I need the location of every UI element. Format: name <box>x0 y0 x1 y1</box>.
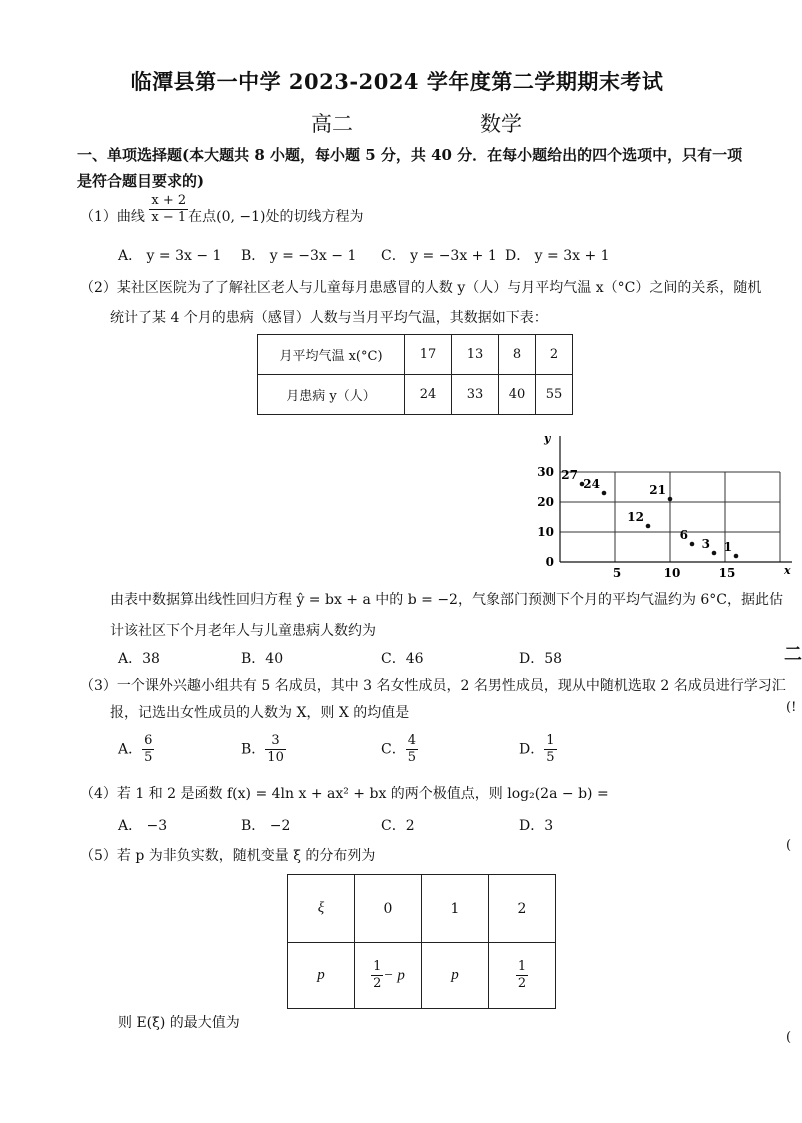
q2-stem-line2: 统计了某 4 个月的患病（感冒）人数与当月平均气温，其数据如下表： <box>110 310 548 326</box>
q2-data-table <box>257 334 573 415</box>
q5-after-text: 则 E(ξ) 的最大值为 <box>118 1015 240 1031</box>
table-cell: 55 <box>536 375 573 415</box>
table-row <box>288 943 556 1009</box>
y-axis-label: y <box>544 432 551 445</box>
data-point-label: 6 <box>679 528 688 542</box>
x-tick-label: 5 <box>612 566 622 580</box>
q1-fraction <box>149 193 188 226</box>
data-point <box>712 551 717 556</box>
y-tick-label: 30 <box>537 465 554 479</box>
data-point <box>734 554 739 559</box>
table-row <box>258 335 573 375</box>
frac-den: 2 <box>517 976 527 991</box>
table-cell: 月平均气温 x(°C) <box>258 335 405 375</box>
x-tick-label: 10 <box>663 566 681 580</box>
q2-stem-line3: 由表中数据算出线性回归方程 ŷ = bx + a 中的 b = −2，气象部门预测下个月的平均气温约为 6°C，据此估 <box>110 592 784 608</box>
p-symbol: p <box>317 967 325 983</box>
data-point-label: 21 <box>649 483 666 497</box>
table-cell: 13 <box>452 335 499 375</box>
table-cell: 24 <box>405 375 452 415</box>
frac-num: 6 <box>144 733 153 748</box>
table-cell <box>355 943 422 1009</box>
option-letter: A． <box>118 741 143 758</box>
frac-den: 10 <box>267 750 284 765</box>
frac-num: 4 <box>407 733 416 748</box>
frac-num: 1 <box>517 959 527 974</box>
y-tick-label: 10 <box>537 525 554 539</box>
q4-option-a[interactable]: A． −3 <box>118 818 168 834</box>
y-tick-label: 0 <box>545 555 554 569</box>
table-cell: 2 <box>489 875 556 943</box>
data-point <box>602 491 607 496</box>
frac-den: 5 <box>407 750 416 765</box>
q1-option-a[interactable]: A． y = 3x − 1 <box>118 248 222 264</box>
x-tick-label: 15 <box>718 566 736 580</box>
frac-num: 1 <box>546 733 555 748</box>
q3-option-c[interactable] <box>381 733 418 766</box>
q1-text-b: 在点 <box>188 209 217 225</box>
option-letter: B． <box>241 741 266 758</box>
p-symbol: p <box>451 967 459 983</box>
data-point <box>646 524 651 529</box>
option-letter: D． <box>519 741 545 758</box>
table-cell: 月患病 y（人） <box>258 375 405 415</box>
q1-number: （1） <box>80 209 117 225</box>
table-cell: 2 <box>536 335 573 375</box>
exam-title: 临潭县第一中学 2023-2024 学年度第二学期期末考试 <box>130 69 664 94</box>
data-point-label: 1 <box>723 540 732 554</box>
q1-text-a: 曲线 <box>116 209 145 225</box>
data-point-label: 24 <box>583 477 600 491</box>
frac-den: 5 <box>546 750 555 765</box>
margin-mark: ( <box>786 1030 792 1045</box>
table-cell <box>288 943 355 1009</box>
frac-num: 3 <box>265 733 286 750</box>
q3-line1: 一个课外兴趣小组共有 5 名成员，其中 3 名女性成员，2 名男性成员，现从中随机选取 2 名成员进行学习汇 <box>116 678 786 694</box>
q4-option-b[interactable]: B． −2 <box>241 818 291 834</box>
q4-option-c[interactable]: C．2 <box>381 818 415 834</box>
q5-number: （5） <box>80 848 117 864</box>
table-cell: 17 <box>405 335 452 375</box>
frac-num: 1 <box>373 959 382 974</box>
q1-option-d[interactable]: D． y = 3x + 1 <box>505 248 610 264</box>
q3-number: （3） <box>80 678 117 694</box>
q1-option-b[interactable]: B． y = −3x − 1 <box>241 248 357 264</box>
q2-line1: 某社区医院为了了解社区老人与儿童每月患感冒的人数 y（人）与月平均气温 x（°C）之间的关系，随机 <box>116 280 762 296</box>
grade-label: 高二 <box>311 112 353 136</box>
table-cell <box>422 943 489 1009</box>
table-cell: 0 <box>355 875 422 943</box>
q5-stem <box>80 845 375 865</box>
data-point <box>668 497 673 502</box>
xi-symbol: ξ <box>317 900 325 916</box>
q1-frac-den: x − 1 <box>151 209 187 225</box>
q1-stem <box>80 192 364 226</box>
frac-tail: − p <box>383 967 405 984</box>
data-point-label: 12 <box>627 510 644 524</box>
table-cell: 40 <box>499 375 536 415</box>
table-row <box>288 875 556 943</box>
data-point-label: 27 <box>561 468 578 482</box>
q3-stem-line1 <box>80 675 786 695</box>
data-point-label: 3 <box>701 537 710 551</box>
q5-distribution-table <box>287 874 556 1009</box>
x-axis-label: x <box>784 564 791 577</box>
scatter-chart <box>530 428 794 578</box>
q2-option-b[interactable]: B．40 <box>241 651 284 667</box>
q2-option-d[interactable]: D．58 <box>519 651 563 667</box>
q3-stem-line2: 报，记选出女性成员的人数为 X，则 X 的均值是 <box>110 705 410 721</box>
q4-option-d[interactable]: D．3 <box>519 818 554 834</box>
margin-mark: ( <box>786 838 792 853</box>
margin-mark: (! <box>786 700 797 715</box>
frac-den: 2 <box>373 976 382 991</box>
table-cell <box>288 875 355 943</box>
subject-label: 数学 <box>480 112 522 136</box>
q1-frac-num: x + 2 <box>151 192 187 208</box>
q2-option-a[interactable]: A．38 <box>118 651 160 667</box>
table-cell: 8 <box>499 335 536 375</box>
q1-text-c: 处的切线方程为 <box>265 209 364 225</box>
table-cell: 1 <box>422 875 489 943</box>
table-cell <box>489 943 556 1009</box>
q2-number: （2） <box>80 280 117 296</box>
table-row <box>258 375 573 415</box>
q3-option-b[interactable] <box>241 733 286 766</box>
frac-den: 5 <box>144 750 153 765</box>
section-heading-line1: 一、单项选择题(本大题共 8 小题，每小题 5 分，共 40 分．在每小题给出的四个选项中，只有一项 <box>77 146 743 164</box>
data-point <box>690 542 695 547</box>
y-tick-label: 20 <box>537 495 554 509</box>
q2-stem-line4: 计该社区下个月老年人与儿童患病人数约为 <box>110 623 376 639</box>
q5-text: 若 p 为非负实数，随机变量 ξ 的分布列为 <box>116 848 376 864</box>
section-heading-line2: 是符合题目要求的) <box>77 172 205 190</box>
q3-option-d[interactable] <box>519 733 557 766</box>
option-letter: C． <box>381 741 406 758</box>
q2-stem-line1 <box>80 277 761 297</box>
margin-mark: 二 <box>784 644 802 665</box>
q4-stem <box>80 783 609 803</box>
table-cell: 33 <box>452 375 499 415</box>
q1-point: (0, −1) <box>216 209 266 225</box>
q2-option-c[interactable]: C．46 <box>381 651 424 667</box>
q4-text: 若 1 和 2 是函数 f(x) = 4ln x + ax² + bx 的两个极值点，则 log₂(2a − b) = <box>116 786 609 802</box>
q3-option-a[interactable] <box>118 733 154 766</box>
q4-number: （4） <box>80 786 117 802</box>
q1-option-c[interactable]: C． y = −3x + 1 <box>381 248 497 264</box>
